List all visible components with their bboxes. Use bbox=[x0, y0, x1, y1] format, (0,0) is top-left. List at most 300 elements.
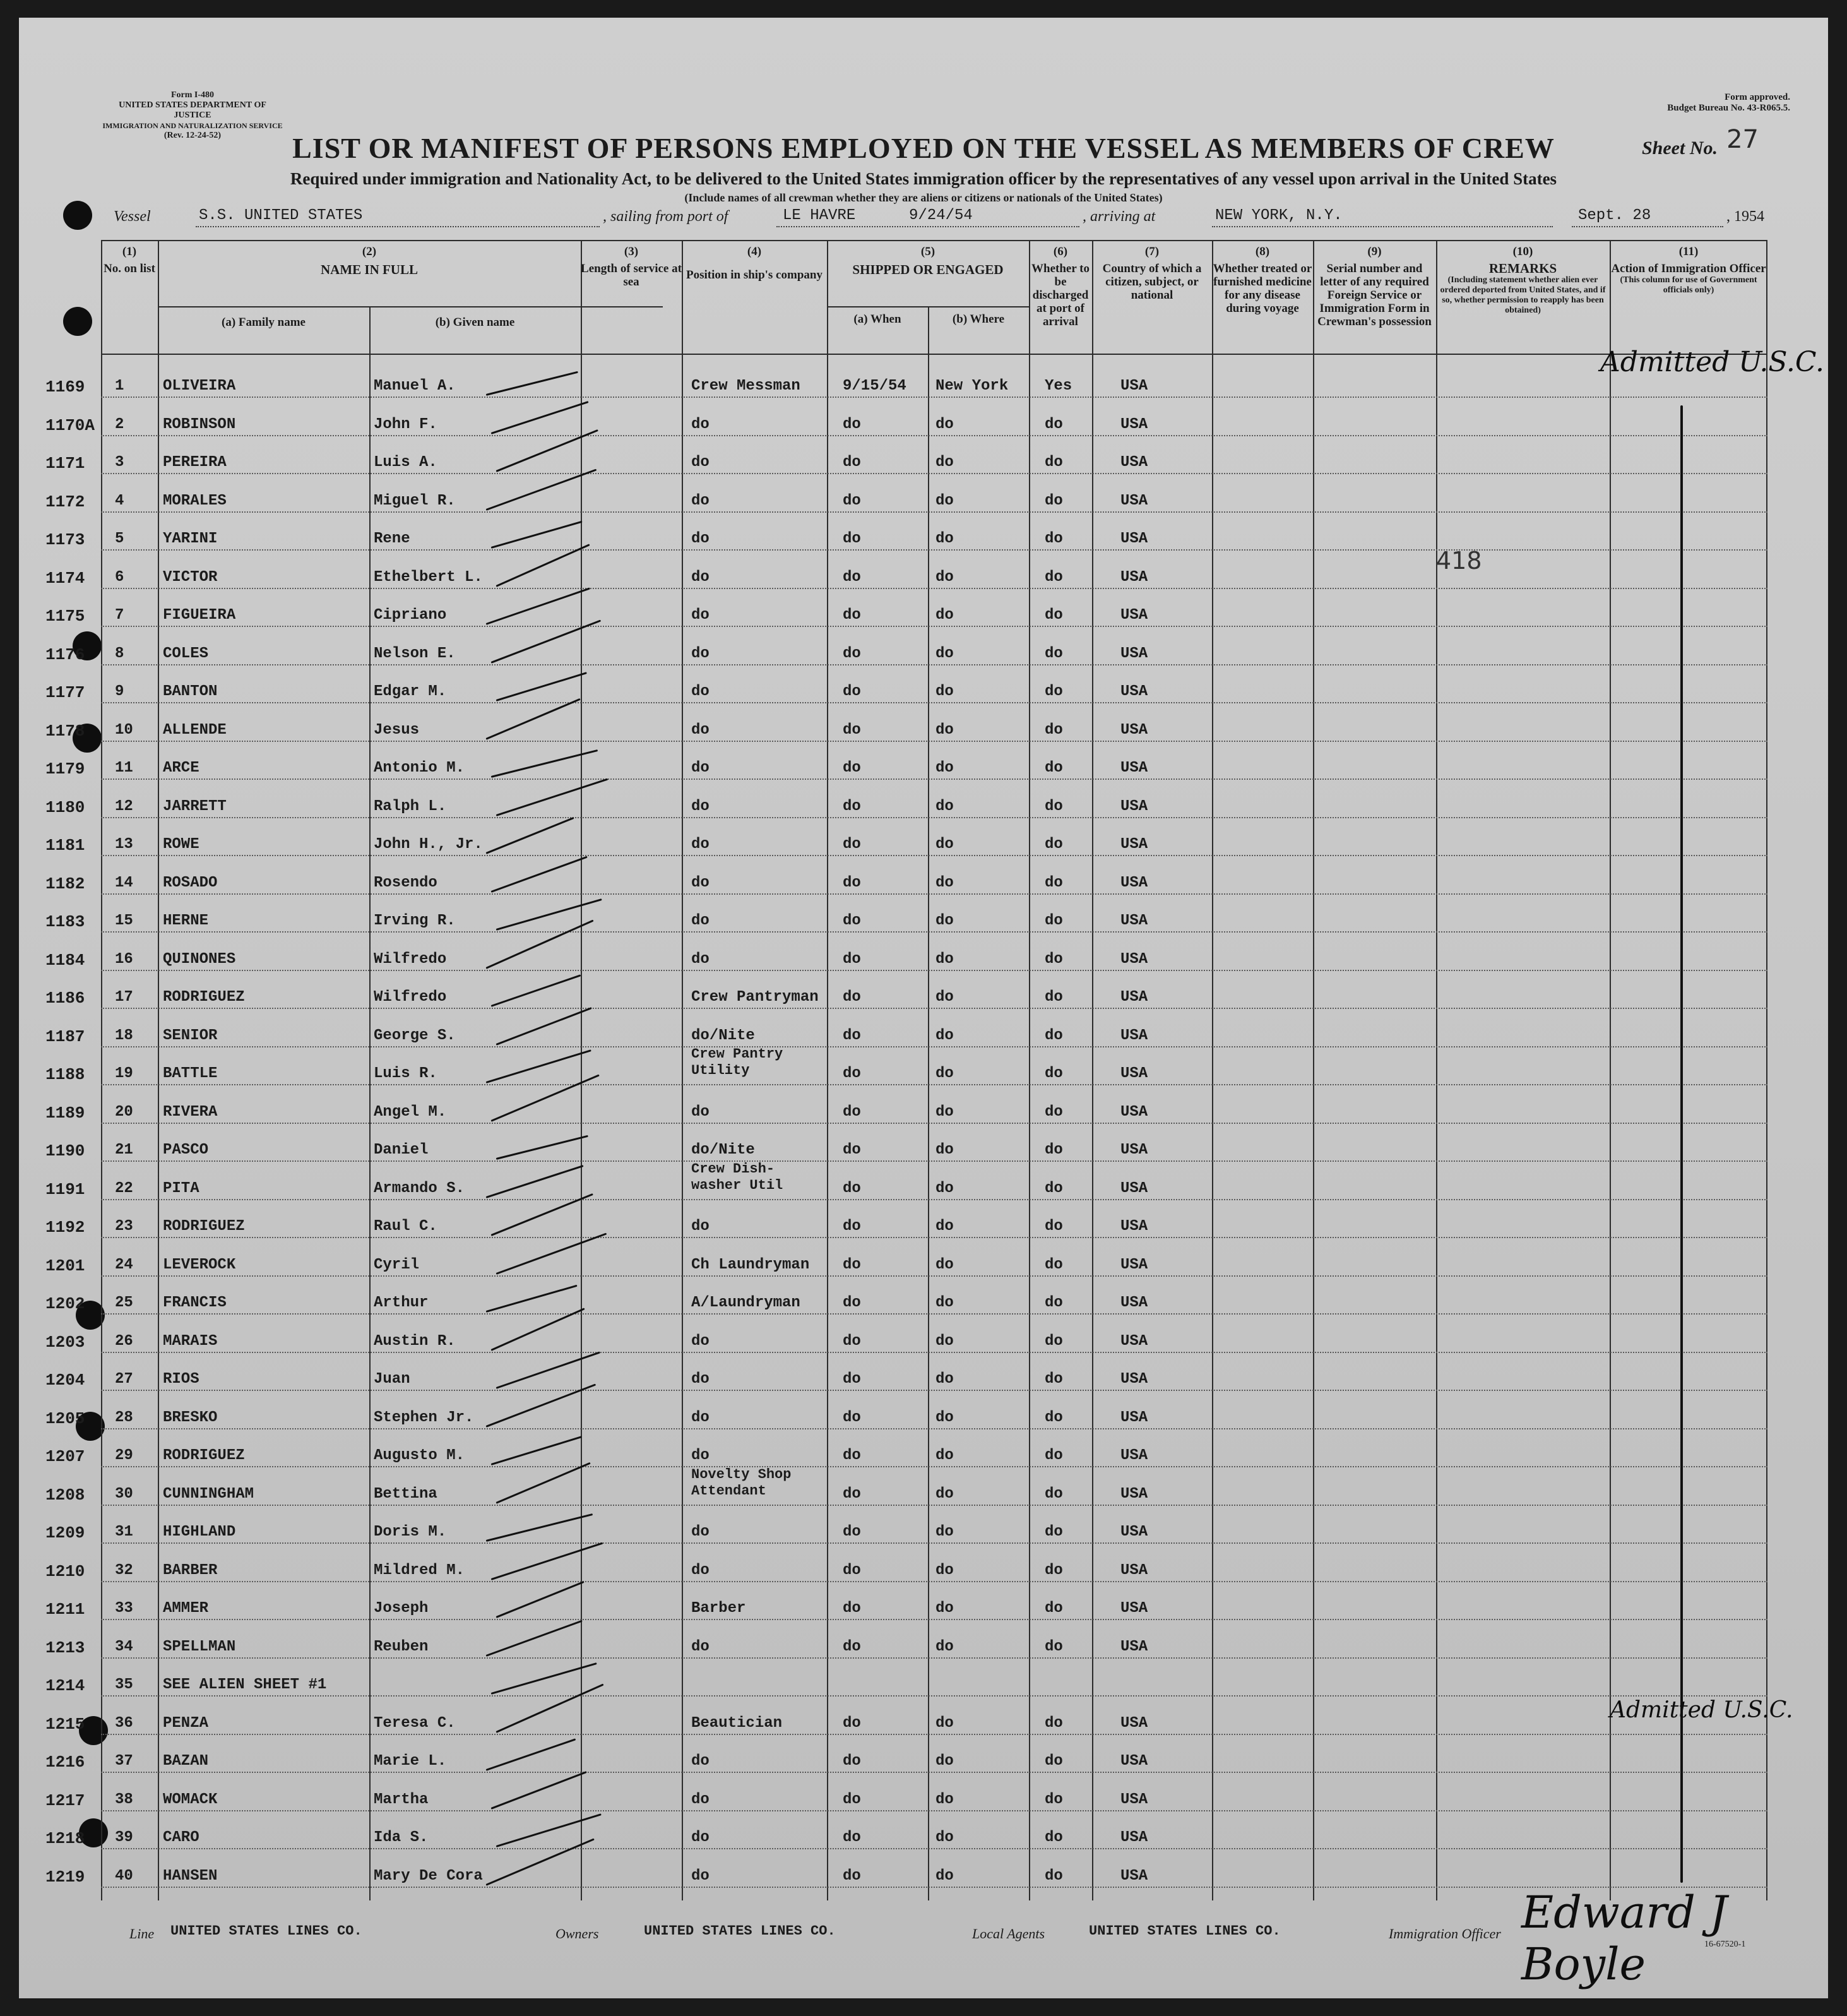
table-row bbox=[45, 1856, 1767, 1894]
given-name: Doris M. bbox=[374, 1524, 447, 1541]
family-name: CUNNINGHAM bbox=[163, 1485, 254, 1503]
given-name: Luis A. bbox=[374, 454, 437, 471]
position: do bbox=[691, 1791, 710, 1808]
shipped-where: do bbox=[935, 1485, 954, 1503]
table-row bbox=[45, 977, 1767, 1015]
country: USA bbox=[1120, 1714, 1148, 1732]
position: do bbox=[691, 836, 710, 853]
check-mark-stroke bbox=[491, 1662, 597, 1695]
family-name: QUINONES bbox=[163, 950, 236, 968]
country: USA bbox=[1120, 492, 1148, 510]
manifest-sheet bbox=[19, 18, 1828, 1998]
voyage-line bbox=[114, 208, 1780, 227]
row-divider bbox=[101, 1008, 1767, 1009]
row-divider bbox=[101, 855, 1767, 856]
check-mark-stroke bbox=[486, 1738, 576, 1771]
arrival-year: , 1954 bbox=[1726, 208, 1764, 225]
shipped-when: do bbox=[843, 1447, 861, 1464]
shipped-when: do bbox=[843, 1867, 861, 1885]
ledger-number: 1201 bbox=[45, 1256, 85, 1275]
discharged: do bbox=[1045, 1332, 1063, 1350]
ledger-number: 1190 bbox=[45, 1142, 85, 1160]
shipped-where: do bbox=[935, 1524, 954, 1541]
family-name: RIOS bbox=[163, 1371, 199, 1388]
discharged: do bbox=[1045, 1027, 1063, 1044]
list-number: 39 bbox=[115, 1829, 133, 1846]
position: do bbox=[691, 683, 710, 700]
given-name: Teresa C. bbox=[374, 1714, 456, 1732]
line-label: Line bbox=[129, 1926, 155, 1941]
given-name: Luis R. bbox=[374, 1065, 437, 1082]
position: do bbox=[691, 492, 710, 510]
row-divider bbox=[101, 1772, 1767, 1773]
ledger-number: 1205 bbox=[45, 1409, 85, 1428]
given-name: Rene bbox=[374, 530, 410, 547]
shipped-when: do bbox=[843, 1027, 861, 1044]
list-number: 10 bbox=[115, 721, 133, 739]
shipped-when: do bbox=[843, 1714, 861, 1732]
row-divider bbox=[101, 893, 1767, 895]
discharged: do bbox=[1045, 1638, 1063, 1655]
country: USA bbox=[1120, 1753, 1148, 1770]
family-name: PASCO bbox=[163, 1142, 209, 1159]
ledger-number: 1216 bbox=[45, 1753, 85, 1772]
table-row bbox=[45, 1551, 1767, 1589]
crew-table bbox=[45, 240, 1767, 1900]
shipped-where: do bbox=[935, 454, 954, 471]
list-number: 33 bbox=[115, 1600, 133, 1617]
line-value: UNITED STATES LINES CO. bbox=[170, 1923, 362, 1939]
family-name: PEREIRA bbox=[163, 454, 227, 471]
shipped-where: do bbox=[935, 1753, 954, 1770]
given-name: Raul C. bbox=[374, 1218, 437, 1235]
given-name: Ethelbert L. bbox=[374, 568, 483, 586]
country: USA bbox=[1120, 1524, 1148, 1541]
remarks-subtext: (Including statement whether alien ever ordered deported from United States, and if so, whether permission to reapply has been obtained) bbox=[1440, 275, 1606, 315]
row-divider bbox=[101, 1046, 1767, 1047]
list-number: 34 bbox=[115, 1638, 133, 1655]
shipped-where: do bbox=[935, 1332, 954, 1350]
check-mark-stroke bbox=[496, 1135, 588, 1160]
discharged: do bbox=[1045, 1065, 1063, 1082]
form-identifier: Form I-480 UNITED STATES DEPARTMENT OF JUSTICE IMMIGRATION AND NATURALIZATION SERVICE (Rev. 12-24-52) bbox=[102, 90, 283, 140]
row-divider bbox=[101, 549, 1767, 551]
table-row bbox=[45, 710, 1767, 748]
list-number: 18 bbox=[115, 1027, 133, 1044]
ledger-number: 1214 bbox=[45, 1676, 85, 1695]
row-divider bbox=[101, 1199, 1767, 1200]
list-number: 32 bbox=[115, 1561, 133, 1579]
country: USA bbox=[1120, 1294, 1148, 1311]
shipped-when: do bbox=[843, 530, 861, 547]
family-name: OLIVEIRA bbox=[163, 378, 236, 395]
shipped-where: do bbox=[935, 1600, 954, 1617]
column-number: (2) bbox=[362, 245, 377, 258]
remark-number: 418 bbox=[1436, 547, 1482, 575]
ledger-number: 1173 bbox=[45, 530, 85, 549]
position: do bbox=[691, 1371, 710, 1388]
ledger-number: 1192 bbox=[45, 1218, 85, 1237]
sheet-number: 27 bbox=[1726, 125, 1759, 154]
row-divider bbox=[101, 970, 1767, 971]
list-number: 2 bbox=[115, 415, 124, 433]
discharged: Yes bbox=[1045, 378, 1072, 395]
position: do bbox=[691, 568, 710, 586]
country: USA bbox=[1120, 378, 1148, 395]
position: do bbox=[691, 874, 710, 892]
row-divider bbox=[101, 778, 1767, 780]
check-mark-stroke bbox=[486, 1049, 591, 1083]
shipped-when: do bbox=[843, 1409, 861, 1426]
given-name: Armando S. bbox=[374, 1179, 465, 1197]
position: do bbox=[691, 760, 710, 777]
country: USA bbox=[1120, 1065, 1148, 1082]
discharged: do bbox=[1045, 1409, 1063, 1426]
shipped-where: do bbox=[935, 1294, 954, 1311]
position: A/Laundryman bbox=[691, 1294, 800, 1311]
ledger-number: 1175 bbox=[45, 607, 85, 626]
shipped-when: do bbox=[843, 1485, 861, 1503]
table-row bbox=[45, 939, 1767, 977]
shipped-where: do bbox=[935, 1142, 954, 1159]
column-label: No. on list bbox=[104, 262, 155, 275]
country: USA bbox=[1120, 721, 1148, 739]
given-name: Martha bbox=[374, 1791, 429, 1808]
family-name: BARBER bbox=[163, 1561, 218, 1579]
arrival-port: NEW YORK, N.Y. bbox=[1215, 207, 1343, 224]
table-row bbox=[45, 366, 1767, 404]
row-divider bbox=[101, 1313, 1767, 1315]
discharged: do bbox=[1045, 1142, 1063, 1159]
discharged: do bbox=[1045, 1829, 1063, 1846]
column-header bbox=[827, 313, 928, 326]
country: USA bbox=[1120, 1142, 1148, 1159]
ledger-number: 1178 bbox=[45, 721, 85, 741]
given-name: Ida S. bbox=[374, 1829, 429, 1846]
list-number: 31 bbox=[115, 1524, 133, 1541]
shipped-when: do bbox=[843, 645, 861, 662]
position: do bbox=[691, 607, 710, 624]
shipped-when: do bbox=[843, 760, 861, 777]
arriving-label: , arriving at bbox=[1083, 208, 1156, 225]
discharged: do bbox=[1045, 874, 1063, 892]
family-name: WOMACK bbox=[163, 1791, 218, 1808]
row-divider bbox=[101, 817, 1767, 818]
ledger-number: 1204 bbox=[45, 1371, 85, 1390]
column-label: Whether to be discharged at port of arrival bbox=[1031, 262, 1090, 328]
discharged: do bbox=[1045, 797, 1063, 815]
list-number: 21 bbox=[115, 1142, 133, 1159]
ledger-number: 1179 bbox=[45, 760, 85, 778]
table-row bbox=[45, 1321, 1767, 1359]
position: do bbox=[691, 1524, 710, 1541]
ledger-number: 1213 bbox=[45, 1638, 85, 1657]
shipped-when: do bbox=[843, 1600, 861, 1617]
country: USA bbox=[1120, 874, 1148, 892]
shipped-when: do bbox=[843, 1103, 861, 1121]
country: USA bbox=[1120, 454, 1148, 471]
table-row bbox=[45, 863, 1767, 901]
ledger-number: 1176 bbox=[45, 645, 85, 664]
check-mark-stroke bbox=[491, 1436, 582, 1465]
column-header bbox=[1212, 245, 1313, 315]
given-name: George S. bbox=[374, 1027, 456, 1044]
family-name: SENIOR bbox=[163, 1027, 218, 1044]
position: Beautician bbox=[691, 1714, 783, 1732]
family-name: ROSADO bbox=[163, 874, 218, 892]
given-name: Stephen Jr. bbox=[374, 1409, 474, 1426]
shipped-where: do bbox=[935, 760, 954, 777]
list-number: 7 bbox=[115, 607, 124, 624]
check-mark-stroke bbox=[486, 1285, 578, 1313]
vessel-name: S.S. UNITED STATES bbox=[199, 207, 363, 224]
row-divider bbox=[101, 511, 1767, 513]
shipped-where: do bbox=[935, 1065, 954, 1082]
discharged: do bbox=[1045, 1561, 1063, 1579]
ledger-number: 1170A bbox=[45, 415, 95, 435]
table-row bbox=[45, 672, 1767, 710]
discharged: do bbox=[1045, 1218, 1063, 1235]
country: USA bbox=[1120, 760, 1148, 777]
ledger-number: 1177 bbox=[45, 683, 85, 702]
list-number: 26 bbox=[115, 1332, 133, 1350]
table-row bbox=[45, 1780, 1767, 1818]
list-number: 37 bbox=[115, 1753, 133, 1770]
list-number: 38 bbox=[115, 1791, 133, 1808]
shipped-when: do bbox=[843, 607, 861, 624]
list-number: 22 bbox=[115, 1179, 133, 1197]
list-number: 23 bbox=[115, 1218, 133, 1235]
position: do bbox=[691, 645, 710, 662]
row-divider bbox=[101, 1084, 1767, 1085]
row-divider bbox=[101, 931, 1767, 933]
shipped-when: do bbox=[843, 454, 861, 471]
column-number: (10) bbox=[1512, 245, 1533, 258]
table-row bbox=[45, 1283, 1767, 1321]
column-header bbox=[158, 316, 369, 329]
column-label: NAME IN FULL bbox=[320, 262, 418, 277]
row-divider bbox=[101, 1810, 1767, 1811]
family-name: HIGHLAND bbox=[163, 1524, 236, 1541]
row-divider bbox=[101, 1237, 1767, 1238]
shipped-when: do bbox=[843, 683, 861, 700]
table-row bbox=[45, 1207, 1767, 1244]
discharged: do bbox=[1045, 645, 1063, 662]
column-number: (7) bbox=[1144, 245, 1160, 258]
shipped-when: do bbox=[843, 1791, 861, 1808]
list-number: 25 bbox=[115, 1294, 133, 1311]
given-name: Juan bbox=[374, 1371, 410, 1388]
list-number: 3 bbox=[115, 454, 124, 471]
given-name: Angel M. bbox=[374, 1103, 447, 1121]
country: USA bbox=[1120, 607, 1148, 624]
country: USA bbox=[1120, 1179, 1148, 1197]
row-divider bbox=[101, 741, 1767, 742]
position: do/Nite bbox=[691, 1027, 755, 1044]
row-divider bbox=[101, 1734, 1767, 1735]
arrival-day: Sept. 28 bbox=[1578, 207, 1651, 224]
list-number: 4 bbox=[115, 492, 124, 510]
country: USA bbox=[1120, 1447, 1148, 1464]
country: USA bbox=[1120, 1371, 1148, 1388]
family-name: RODRIGUEZ bbox=[163, 1447, 245, 1464]
shipped-where: do bbox=[935, 645, 954, 662]
column-header bbox=[1092, 245, 1212, 302]
ledger-number: 1174 bbox=[45, 568, 85, 588]
list-number: 14 bbox=[115, 874, 133, 892]
punch-hole bbox=[63, 201, 92, 230]
row-divider bbox=[101, 1352, 1767, 1353]
table-row bbox=[45, 787, 1767, 825]
shipped-where: do bbox=[935, 530, 954, 547]
table-row bbox=[45, 443, 1767, 480]
given-name: Daniel bbox=[374, 1142, 429, 1159]
family-name: BAZAN bbox=[163, 1753, 209, 1770]
given-name: Antonio M. bbox=[374, 760, 465, 777]
table-row bbox=[45, 1703, 1767, 1741]
row-divider bbox=[101, 1428, 1767, 1429]
position: do bbox=[691, 1753, 710, 1770]
list-number: 11 bbox=[115, 760, 133, 777]
discharged: do bbox=[1045, 454, 1063, 471]
given-name: Irving R. bbox=[374, 912, 456, 929]
country: USA bbox=[1120, 1256, 1148, 1273]
shipped-where: do bbox=[935, 950, 954, 968]
shipped-when: do bbox=[843, 1561, 861, 1579]
ledger-number: 1203 bbox=[45, 1332, 85, 1352]
shipped-where: do bbox=[935, 568, 954, 586]
officer-label: Immigration Officer bbox=[1389, 1926, 1501, 1941]
given-name: Austin R. bbox=[374, 1332, 456, 1350]
column-label: Serial number and letter of any required Foreign Service or Immigration Form in Crewman's possession bbox=[1317, 262, 1432, 328]
country: USA bbox=[1120, 530, 1148, 547]
discharged: do bbox=[1045, 989, 1063, 1006]
country: USA bbox=[1120, 1561, 1148, 1579]
ledger-number: 1210 bbox=[45, 1561, 85, 1581]
column-label: Position in ship's company bbox=[686, 268, 823, 282]
country: USA bbox=[1120, 950, 1148, 968]
discharged: do bbox=[1045, 1867, 1063, 1885]
country: USA bbox=[1120, 1485, 1148, 1503]
position: do bbox=[691, 530, 710, 547]
family-name: LEVEROCK bbox=[163, 1256, 236, 1273]
list-number: 29 bbox=[115, 1447, 133, 1464]
shipped-when: do bbox=[843, 415, 861, 433]
check-mark-stroke bbox=[486, 1165, 584, 1198]
shipped-when: do bbox=[843, 1179, 861, 1197]
country: USA bbox=[1120, 912, 1148, 929]
row-divider bbox=[101, 435, 1767, 436]
country: USA bbox=[1120, 1027, 1148, 1044]
shipped-where: New York bbox=[935, 378, 1009, 395]
shipped-when: do bbox=[843, 989, 861, 1006]
column-header bbox=[1029, 245, 1092, 328]
discharged: do bbox=[1045, 415, 1063, 433]
shipped-where: do bbox=[935, 1791, 954, 1808]
column-number: (3) bbox=[624, 245, 639, 258]
shipped-where: do bbox=[935, 1867, 954, 1885]
shipped-when: do bbox=[843, 568, 861, 586]
form-approval: Form approved. Budget Bureau No. 43-R065.5. bbox=[1667, 92, 1790, 113]
list-number: 36 bbox=[115, 1714, 133, 1732]
ledger-number: 1218 bbox=[45, 1829, 85, 1848]
column-label: (a) When bbox=[853, 313, 901, 326]
country: USA bbox=[1120, 1791, 1148, 1808]
given-name: Wilfredo bbox=[374, 989, 447, 1006]
ledger-number: 1215 bbox=[45, 1714, 85, 1734]
given-name: Marie L. bbox=[374, 1753, 447, 1770]
given-name: Ralph L. bbox=[374, 797, 447, 815]
country: USA bbox=[1120, 1103, 1148, 1121]
agents-value: UNITED STATES LINES CO. bbox=[1089, 1923, 1281, 1939]
given-name: Rosendo bbox=[374, 874, 437, 892]
family-name: BATTLE bbox=[163, 1065, 218, 1082]
footer-line bbox=[114, 1923, 1780, 1951]
row-divider bbox=[101, 1848, 1767, 1849]
instructions: (Include names of all crewman whether they are aliens or citizens or nationals of the United States) bbox=[684, 191, 1163, 204]
position: Crew Messman bbox=[691, 378, 800, 395]
position: do bbox=[691, 1218, 710, 1235]
ledger-number: 1189 bbox=[45, 1103, 85, 1123]
table-row bbox=[45, 748, 1767, 786]
row-divider bbox=[101, 1275, 1767, 1277]
discharged: do bbox=[1045, 607, 1063, 624]
table-row bbox=[45, 1245, 1767, 1283]
discharged: do bbox=[1045, 1524, 1063, 1541]
check-mark-stroke bbox=[496, 672, 587, 701]
ledger-number: 1180 bbox=[45, 797, 85, 817]
row-divider bbox=[101, 626, 1767, 627]
shipped-when: do bbox=[843, 1638, 861, 1655]
position: do bbox=[691, 1103, 710, 1121]
column-header bbox=[928, 313, 1029, 326]
given-name: Cyril bbox=[374, 1256, 420, 1273]
ledger-number: 1171 bbox=[45, 454, 85, 473]
column-header bbox=[369, 316, 581, 329]
table-row bbox=[45, 481, 1767, 519]
print-code: 16-67520-1 bbox=[1704, 1940, 1746, 1949]
family-name: PENZA bbox=[163, 1714, 209, 1732]
discharged: do bbox=[1045, 721, 1063, 739]
column-header bbox=[1610, 245, 1767, 295]
given-name: Nelson E. bbox=[374, 645, 456, 662]
position: do bbox=[691, 1829, 710, 1846]
list-number: 30 bbox=[115, 1485, 133, 1503]
shipped-where: do bbox=[935, 1714, 954, 1732]
discharged: do bbox=[1045, 912, 1063, 929]
column-label: (a) Family name bbox=[222, 316, 306, 329]
table-row bbox=[45, 1359, 1767, 1397]
family-name: FRANCIS bbox=[163, 1294, 227, 1311]
shipped-where: do bbox=[935, 683, 954, 700]
check-mark-stroke bbox=[491, 521, 583, 549]
family-name: YARINI bbox=[163, 530, 218, 547]
table-row bbox=[45, 1046, 1767, 1092]
family-name: BRESKO bbox=[163, 1409, 218, 1426]
table-row bbox=[45, 1818, 1767, 1856]
list-number: 28 bbox=[115, 1409, 133, 1426]
given-name: Mildred M. bbox=[374, 1561, 465, 1579]
discharged: do bbox=[1045, 1600, 1063, 1617]
position: do bbox=[691, 950, 710, 968]
row-divider bbox=[101, 1887, 1767, 1888]
table-row bbox=[45, 1665, 1767, 1703]
ledger-number: 1169 bbox=[45, 378, 85, 397]
discharged: do bbox=[1045, 1371, 1063, 1388]
position: do bbox=[691, 1867, 710, 1885]
table-row bbox=[45, 405, 1767, 443]
shipped-when: do bbox=[843, 1829, 861, 1846]
